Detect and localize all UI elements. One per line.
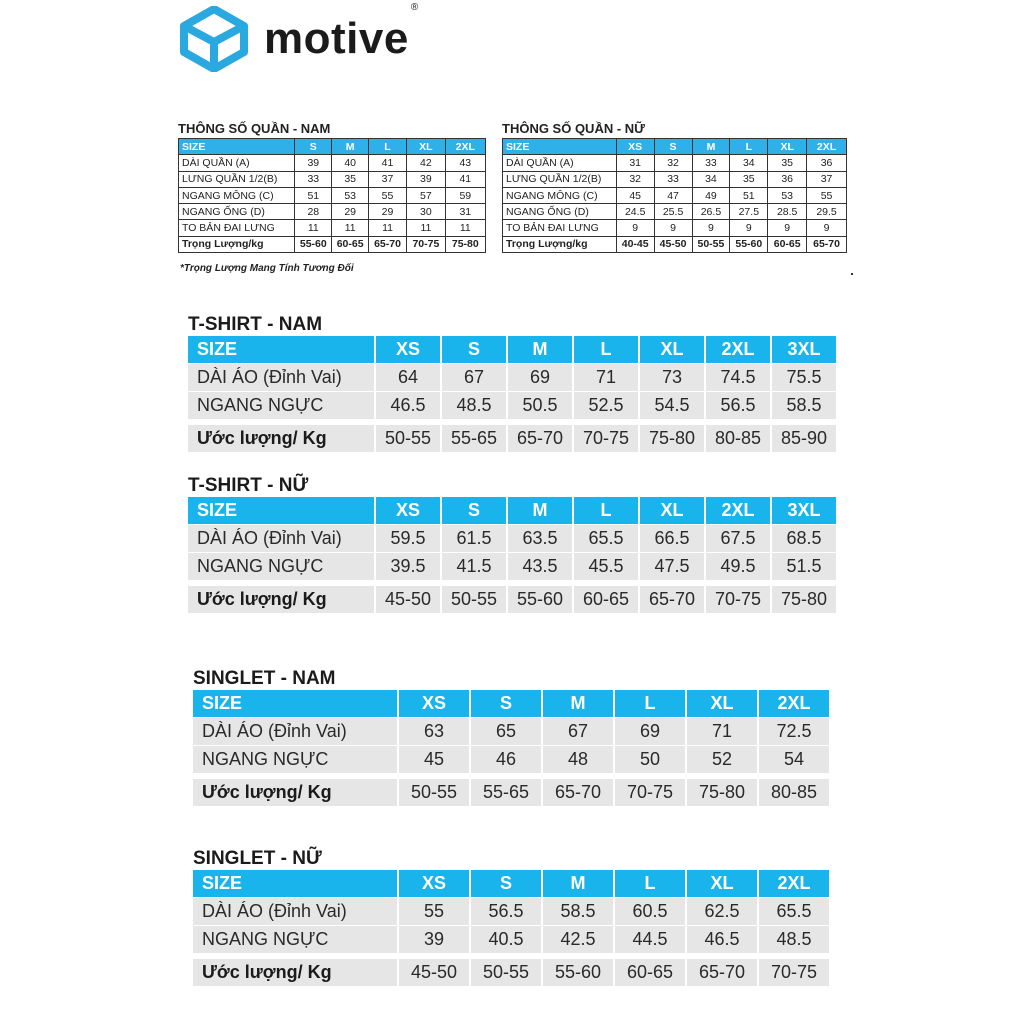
table-cell: 35 <box>768 155 807 171</box>
table-cell: 24.5 <box>616 204 654 220</box>
table-cell: 46.5 <box>376 392 440 419</box>
table-cell: 33 <box>654 171 692 187</box>
table-cell: 50-55 <box>442 586 506 613</box>
table-cell: 2XL <box>759 690 829 717</box>
table-cell: 55-65 <box>442 425 506 452</box>
table-cell: 35 <box>332 171 368 187</box>
table-cell: 43 <box>445 155 485 171</box>
table-cell: 45-50 <box>399 959 469 986</box>
table-cell: 65 <box>471 718 541 745</box>
weight-row <box>179 236 486 252</box>
table-cell: M <box>332 139 368 155</box>
table-cell: 80-85 <box>706 425 770 452</box>
table-cell: 67.5 <box>706 525 770 552</box>
table-cell: 44.5 <box>615 926 685 953</box>
table-cell: S <box>442 497 506 524</box>
table-cell: 11 <box>295 220 332 236</box>
table-cell: 28.5 <box>768 204 807 220</box>
row-label: DÀI QUẦN (A) <box>179 155 295 171</box>
table-cell: XS <box>376 497 440 524</box>
pants-men-table <box>178 138 486 253</box>
table-cell: 60-65 <box>574 586 638 613</box>
table-cell: L <box>615 690 685 717</box>
table-cell: 58.5 <box>543 898 613 925</box>
weight-row <box>503 236 847 252</box>
table-cell: 55 <box>399 898 469 925</box>
table-cell: XL <box>687 870 757 897</box>
table-cell: L <box>368 139 406 155</box>
section-title: SINGLET - NỮ <box>193 848 322 869</box>
row-label: Trọng Lượng/kg <box>179 236 295 252</box>
table-cell: 70-75 <box>574 425 638 452</box>
table-cell: 74.5 <box>706 364 770 391</box>
table-cell: 50-55 <box>471 959 541 986</box>
row-label: Ước lượng/ Kg <box>193 779 397 806</box>
table-cell: 45.5 <box>574 553 638 580</box>
table-cell: 68.5 <box>772 525 836 552</box>
row-label: DÀI ÁO (Đỉnh Vai) <box>188 525 374 552</box>
table-cell: 32 <box>654 155 692 171</box>
table-cell: 9 <box>730 220 768 236</box>
table-cell: 59 <box>445 187 485 203</box>
table-cell: 55-60 <box>730 236 768 252</box>
table-cell: 46.5 <box>687 926 757 953</box>
table-cell: 39 <box>407 171 445 187</box>
table-cell: 9 <box>692 220 730 236</box>
table-cell: S <box>471 690 541 717</box>
stray-dot <box>851 273 853 275</box>
row-label: SIZE <box>193 870 397 897</box>
row-label: DÀI QUẦN (A) <box>503 155 617 171</box>
table-cell: 75-80 <box>640 425 704 452</box>
table-cell: M <box>692 139 730 155</box>
size-header-row <box>179 139 486 155</box>
table-cell: 57 <box>407 187 445 203</box>
table-cell: 48.5 <box>442 392 506 419</box>
table-cell: 69 <box>615 718 685 745</box>
table-cell: 65.5 <box>574 525 638 552</box>
row-label: TO BẢN ĐAI LƯNG <box>179 220 295 236</box>
row-label: NGANG NGỰC <box>193 746 397 773</box>
table-cell: 50-55 <box>376 425 440 452</box>
table-cell: 53 <box>768 187 807 203</box>
table-row <box>179 155 486 171</box>
table-cell: 33 <box>295 171 332 187</box>
pants-women-title: THÔNG SỐ QUẦN - NỮ <box>502 121 645 136</box>
table-cell: 40 <box>332 155 368 171</box>
section-title: T-SHIRT - NỮ <box>188 475 309 496</box>
section-title: SINGLET - NAM <box>193 668 336 689</box>
table-cell: 41 <box>368 155 406 171</box>
table-cell: 45 <box>399 746 469 773</box>
table-cell: 46 <box>471 746 541 773</box>
row-label: SIZE <box>193 690 397 717</box>
table-cell: 51 <box>730 187 768 203</box>
table-cell: 33 <box>692 155 730 171</box>
table-cell: 48.5 <box>759 926 829 953</box>
table-cell: 42 <box>407 155 445 171</box>
table-cell: 65.5 <box>759 898 829 925</box>
table-cell: 70-75 <box>759 959 829 986</box>
table-cell: L <box>574 336 638 363</box>
table-row <box>503 220 847 236</box>
table-row <box>179 171 486 187</box>
size-header-row <box>188 497 836 524</box>
table-cell: 34 <box>692 171 730 187</box>
table-cell: 71 <box>687 718 757 745</box>
table-cell: 85-90 <box>772 425 836 452</box>
row-label: SIZE <box>503 139 617 155</box>
table-cell: 11 <box>407 220 445 236</box>
table-cell: M <box>508 497 572 524</box>
table-row <box>188 525 836 552</box>
table-row <box>188 364 836 391</box>
pants-men-block <box>178 121 486 253</box>
table-cell: 64 <box>376 364 440 391</box>
row-label: Trọng Lượng/kg <box>503 236 617 252</box>
table-cell: 29.5 <box>807 204 847 220</box>
table-cell: 34 <box>730 155 768 171</box>
table-cell: 47 <box>654 187 692 203</box>
motive-logo-icon <box>180 6 248 72</box>
table-cell: 41.5 <box>442 553 506 580</box>
row-label: SIZE <box>188 336 374 363</box>
tshirt-women-block <box>188 475 836 614</box>
table-cell: 50-55 <box>692 236 730 252</box>
table-cell: 25.5 <box>654 204 692 220</box>
table-cell: 45-50 <box>376 586 440 613</box>
table-cell: L <box>730 139 768 155</box>
brand-name: motive® <box>264 2 419 63</box>
brand-logo <box>180 2 419 72</box>
table-cell: 75-80 <box>445 236 485 252</box>
table-cell: 60-65 <box>332 236 368 252</box>
table-cell: 54 <box>759 746 829 773</box>
row-label: Ước lượng/ Kg <box>188 586 374 613</box>
table-cell: 2XL <box>445 139 485 155</box>
table-cell: 69 <box>508 364 572 391</box>
table-cell: 55 <box>368 187 406 203</box>
table-row <box>188 553 836 580</box>
table-cell: 54.5 <box>640 392 704 419</box>
table-cell: 65-70 <box>543 779 613 806</box>
singlet-men-block <box>193 668 829 807</box>
table-cell: 75.5 <box>772 364 836 391</box>
table-cell: 51 <box>295 187 332 203</box>
table-cell: M <box>508 336 572 363</box>
table-cell: M <box>543 870 613 897</box>
row-label: TO BẢN ĐAI LƯNG <box>503 220 617 236</box>
table-cell: 9 <box>768 220 807 236</box>
table-cell: 42.5 <box>543 926 613 953</box>
table-cell: 59.5 <box>376 525 440 552</box>
table-cell: M <box>543 690 613 717</box>
table-cell: 61.5 <box>442 525 506 552</box>
weight-row <box>193 779 829 806</box>
table-row <box>503 204 847 220</box>
table-cell: 9 <box>616 220 654 236</box>
weight-row <box>188 425 836 452</box>
size-header-row <box>193 870 829 897</box>
table-cell: 65-70 <box>368 236 406 252</box>
table-cell: S <box>442 336 506 363</box>
table-cell: 39 <box>295 155 332 171</box>
pants-women-block <box>502 121 847 253</box>
table-cell: 55-60 <box>508 586 572 613</box>
table-cell: 63.5 <box>508 525 572 552</box>
row-label: Ước lượng/ Kg <box>193 959 397 986</box>
pants-men-title: THÔNG SỐ QUẦN - NAM <box>178 121 331 136</box>
table-cell: 49 <box>692 187 730 203</box>
table-cell: 49.5 <box>706 553 770 580</box>
row-label: LƯNG QUẦN 1/2(B) <box>179 171 295 187</box>
table-cell: 47.5 <box>640 553 704 580</box>
table-cell: 50.5 <box>508 392 572 419</box>
row-label: DÀI ÁO (Đỉnh Vai) <box>193 898 397 925</box>
table-cell: 65-70 <box>807 236 847 252</box>
table-row <box>179 187 486 203</box>
pants-women-table <box>502 138 847 253</box>
table-row <box>193 926 829 953</box>
table-cell: 2XL <box>706 497 770 524</box>
table-cell: 36 <box>807 155 847 171</box>
table-cell: 35 <box>730 171 768 187</box>
table-row <box>503 187 847 203</box>
table-cell: 56.5 <box>471 898 541 925</box>
table-row <box>193 746 829 773</box>
table-cell: 36 <box>768 171 807 187</box>
table-cell: 41 <box>445 171 485 187</box>
row-label: SIZE <box>188 497 374 524</box>
size-header-row <box>188 336 836 363</box>
row-label: Ước lượng/ Kg <box>188 425 374 452</box>
weight-row <box>193 959 829 986</box>
size-header-row <box>193 690 829 717</box>
table-cell: 71 <box>574 364 638 391</box>
table-cell: 45 <box>616 187 654 203</box>
table-cell: 60-65 <box>615 959 685 986</box>
weight-row <box>188 586 836 613</box>
table-cell: 29 <box>368 204 406 220</box>
table-cell: 9 <box>654 220 692 236</box>
table-cell: 37 <box>807 171 847 187</box>
table-cell: 72.5 <box>759 718 829 745</box>
table-cell: 66.5 <box>640 525 704 552</box>
table-cell: 60.5 <box>615 898 685 925</box>
row-label: NGANG NGỰC <box>188 392 374 419</box>
table-cell: 58.5 <box>772 392 836 419</box>
table-cell: 48 <box>543 746 613 773</box>
table-cell: 60-65 <box>768 236 807 252</box>
table-cell: XL <box>407 139 445 155</box>
table-cell: XS <box>399 870 469 897</box>
table-cell: 3XL <box>772 336 836 363</box>
table-cell: 26.5 <box>692 204 730 220</box>
row-label: DÀI ÁO (Đỉnh Vai) <box>193 718 397 745</box>
table-row <box>188 392 836 419</box>
table-cell: 50-55 <box>399 779 469 806</box>
table-cell: 2XL <box>706 336 770 363</box>
table-cell: 55-60 <box>295 236 332 252</box>
table-cell: 70-75 <box>615 779 685 806</box>
table-cell: 53 <box>332 187 368 203</box>
table-cell: XL <box>640 497 704 524</box>
table-cell: 50 <box>615 746 685 773</box>
row-label: NGANG ỐNG (D) <box>503 204 617 220</box>
table-cell: 70-75 <box>407 236 445 252</box>
weight-note: *Trọng Lượng Mang Tính Tương Đối <box>180 263 354 274</box>
row-label: NGANG MÔNG (C) <box>179 187 295 203</box>
table-cell: 73 <box>640 364 704 391</box>
table-cell: 9 <box>807 220 847 236</box>
table-cell: 3XL <box>772 497 836 524</box>
table-cell: S <box>295 139 332 155</box>
table-cell: 11 <box>332 220 368 236</box>
table-cell: 65-70 <box>687 959 757 986</box>
table-cell: L <box>615 870 685 897</box>
table-cell: 39 <box>399 926 469 953</box>
row-label: LƯNG QUẦN 1/2(B) <box>503 171 617 187</box>
table-cell: 55 <box>807 187 847 203</box>
table-row <box>179 220 486 236</box>
table-cell: XS <box>616 139 654 155</box>
table-cell: 40-45 <box>616 236 654 252</box>
row-label: NGANG NGỰC <box>193 926 397 953</box>
row-label: NGANG MÔNG (C) <box>503 187 617 203</box>
table-row <box>503 155 847 171</box>
table-cell: 52.5 <box>574 392 638 419</box>
table-cell: 75-80 <box>687 779 757 806</box>
table-cell: 51.5 <box>772 553 836 580</box>
table-cell: 30 <box>407 204 445 220</box>
row-label: NGANG ỐNG (D) <box>179 204 295 220</box>
row-label: DÀI ÁO (Đỉnh Vai) <box>188 364 374 391</box>
table-cell: 28 <box>295 204 332 220</box>
table-cell: 67 <box>543 718 613 745</box>
table-cell: 70-75 <box>706 586 770 613</box>
table-cell: 29 <box>332 204 368 220</box>
table-cell: 11 <box>368 220 406 236</box>
table-cell: 80-85 <box>759 779 829 806</box>
table-cell: 55-65 <box>471 779 541 806</box>
table-cell: 52 <box>687 746 757 773</box>
table-cell: 2XL <box>807 139 847 155</box>
table-cell: 62.5 <box>687 898 757 925</box>
table-cell: XL <box>687 690 757 717</box>
table-cell: 32 <box>616 171 654 187</box>
table-cell: 2XL <box>759 870 829 897</box>
table-row <box>503 171 847 187</box>
row-label: SIZE <box>179 139 295 155</box>
table-cell: 31 <box>445 204 485 220</box>
size-header-row <box>503 139 847 155</box>
table-cell: 45-50 <box>654 236 692 252</box>
table-cell: XS <box>399 690 469 717</box>
table-cell: XL <box>640 336 704 363</box>
row-label: NGANG NGỰC <box>188 553 374 580</box>
table-cell: XS <box>376 336 440 363</box>
table-cell: 65-70 <box>640 586 704 613</box>
table-cell: 40.5 <box>471 926 541 953</box>
table-cell: L <box>574 497 638 524</box>
table-cell: 27.5 <box>730 204 768 220</box>
table-cell: 75-80 <box>772 586 836 613</box>
table-cell: 63 <box>399 718 469 745</box>
table-cell: 11 <box>445 220 485 236</box>
table-cell: 56.5 <box>706 392 770 419</box>
table-row <box>193 718 829 745</box>
table-row <box>193 898 829 925</box>
table-row <box>179 204 486 220</box>
section-title: T-SHIRT - NAM <box>188 314 323 335</box>
table-cell: 55-60 <box>543 959 613 986</box>
singlet-women-block <box>193 848 829 987</box>
table-cell: 43.5 <box>508 553 572 580</box>
table-cell: 37 <box>368 171 406 187</box>
table-cell: 31 <box>616 155 654 171</box>
table-cell: 65-70 <box>508 425 572 452</box>
table-cell: S <box>654 139 692 155</box>
table-cell: XL <box>768 139 807 155</box>
table-cell: 67 <box>442 364 506 391</box>
table-cell: 39.5 <box>376 553 440 580</box>
table-cell: S <box>471 870 541 897</box>
tshirt-men-block <box>188 314 836 453</box>
